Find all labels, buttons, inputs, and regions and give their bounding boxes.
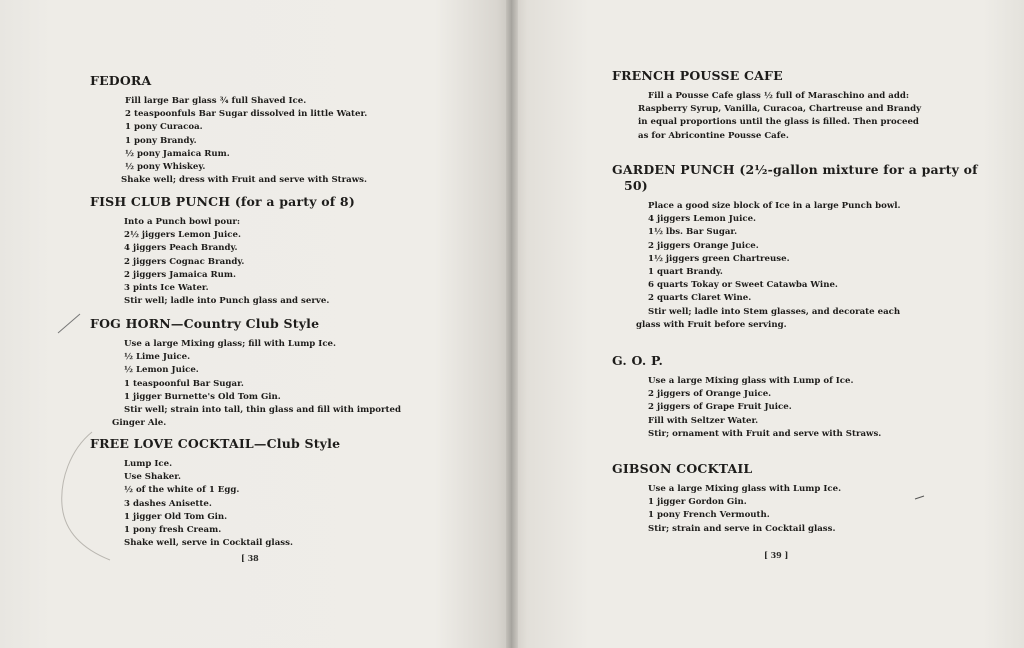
page-number: [ 39 ]: [764, 550, 789, 560]
recipe-line: Fill with Seltzer Water.: [648, 415, 759, 426]
right-page: [512, 0, 1024, 648]
recipe-title: FOG HORN—Country Club Style: [90, 316, 320, 331]
recipe-fish-club-punch: [90, 194, 355, 308]
recipe-line: 1 pony Curacoa.: [125, 122, 203, 133]
recipe-line: glass with Fruit before serving.: [636, 319, 787, 330]
recipe-fedora: [90, 73, 367, 187]
recipe-line: Fill large Bar glass ¾ full Shaved Ice.: [125, 96, 307, 106]
recipe-line: Into a Punch bowl pour:: [124, 217, 241, 227]
recipe-line: 1 quart Brandy.: [648, 267, 723, 278]
recipe-line: 1½ jiggers green Chartreuse.: [648, 253, 790, 264]
recipe-line: ½ pony Whiskey.: [125, 162, 206, 173]
recipe-line: Ginger Ale.: [112, 418, 167, 429]
recipe-line: Use Shaker.: [124, 472, 181, 483]
recipe-fog-horn: [90, 316, 401, 430]
recipe-gop: [612, 353, 881, 441]
page-number: [ 38: [241, 553, 259, 563]
recipe-line: Use a large Mixing glass; fill with Lump Ice.: [124, 339, 337, 349]
recipe-line: Stir well; ladle into Stem glasses, and decorate each: [648, 306, 901, 317]
book-gutter: [506, 0, 518, 648]
recipe-line: 1 pony French Vermouth.: [648, 510, 770, 521]
recipe-title: FREE LOVE COCKTAIL—Club Style: [90, 436, 341, 451]
recipe-line: 2 jiggers Cognac Brandy.: [124, 256, 245, 267]
recipe-line: Shake well, serve in Cocktail glass.: [124, 538, 293, 549]
recipe-line: Raspberry Syrup, Vanilla, Curacoa, Chartreuse and Brandy: [638, 104, 922, 115]
recipe-line: 2 jiggers of Grape Fruit Juice.: [648, 402, 792, 413]
recipe-title: FEDORA: [90, 73, 152, 88]
recipe-line: as for Abricontine Pousse Cafe.: [638, 130, 789, 141]
recipe-french-pousse-cafe: [612, 68, 921, 143]
recipe-line: ½ Lime Juice.: [124, 352, 191, 363]
recipe-line: Stir; ornament with Fruit and serve with Straws.: [648, 428, 882, 439]
recipe-line: 1 jigger Old Tom Gin.: [124, 511, 228, 522]
recipe-line: in equal proportions until the glass is filled. Then proceed: [638, 117, 919, 128]
recipe-line: ½ Lemon Juice.: [124, 365, 199, 376]
recipe-line: 3 dashes Anisette.: [124, 498, 212, 509]
recipe-title: FISH CLUB PUNCH (for a party of 8): [90, 194, 355, 209]
recipe-line: 6 quarts Tokay or Sweet Catawba Wine.: [648, 280, 838, 291]
recipe-line: 2 jiggers of Orange Juice.: [648, 389, 772, 400]
recipe-line: 1 jigger Burnette's Old Tom Gin.: [124, 391, 281, 402]
recipe-line: Shake well; dress with Fruit and serve with Straws.: [121, 175, 367, 186]
recipe-line: 2½ jiggers Lemon Juice.: [124, 230, 241, 241]
recipe-line: 1½ lbs. Bar Sugar.: [648, 227, 738, 238]
recipe-line: ½ of the white of 1 Egg.: [124, 485, 240, 496]
recipe-line: Place a good size block of Ice in a large Punch bowl.: [648, 201, 901, 211]
recipe-line: 3 pints Ice Water.: [124, 283, 209, 294]
recipe-line: Stir well; strain into tall, thin glass and fill with imported: [124, 405, 401, 416]
recipe-line: Stir; strain and serve in Cocktail glass.: [648, 523, 836, 534]
recipe-garden-punch: [612, 162, 978, 332]
recipe-line: 2 jiggers Orange Juice.: [648, 240, 759, 251]
recipe-line: 4 jiggers Peach Brandy.: [124, 243, 238, 254]
recipe-title: FRENCH POUSSE CAFE: [612, 68, 783, 83]
recipe-line: ½ pony Jamaica Rum.: [125, 148, 230, 159]
recipe-title: G. O. P.: [612, 353, 664, 368]
recipe-line: Lump Ice.: [124, 459, 173, 469]
recipe-title: GIBSON COCKTAIL: [612, 461, 753, 476]
recipe-line: 1 pony Brandy.: [125, 135, 197, 146]
recipe-gibson-cocktail: [612, 461, 841, 536]
recipe-free-love-cocktail: [90, 436, 340, 550]
recipe-title-continued: 50): [624, 178, 648, 193]
recipe-title: GARDEN PUNCH (2½-gallon mixture for a party of: [612, 162, 978, 177]
recipe-line: Use a large Mixing glass with Lump Ice.: [648, 484, 842, 494]
recipe-line: 1 jigger Gordon Gin.: [648, 497, 747, 508]
recipe-line: Stir well; ladle into Punch glass and serve.: [124, 296, 330, 307]
recipe-line: Use a large Mixing glass with Lump of Ice.: [648, 376, 854, 386]
recipe-line: 1 pony fresh Cream.: [124, 525, 222, 536]
recipe-line: 2 quarts Claret Wine.: [648, 293, 752, 304]
recipe-line: Fill a Pousse Cafe glass ½ full of Maraschino and add:: [648, 91, 910, 101]
recipe-line: 2 jiggers Jamaica Rum.: [124, 269, 237, 280]
recipe-line: 2 teaspoonfuls Bar Sugar dissolved in little Water.: [125, 109, 368, 120]
recipe-line: 4 jiggers Lemon Juice.: [648, 214, 757, 225]
recipe-line: 1 teaspoonful Bar Sugar.: [124, 378, 244, 389]
